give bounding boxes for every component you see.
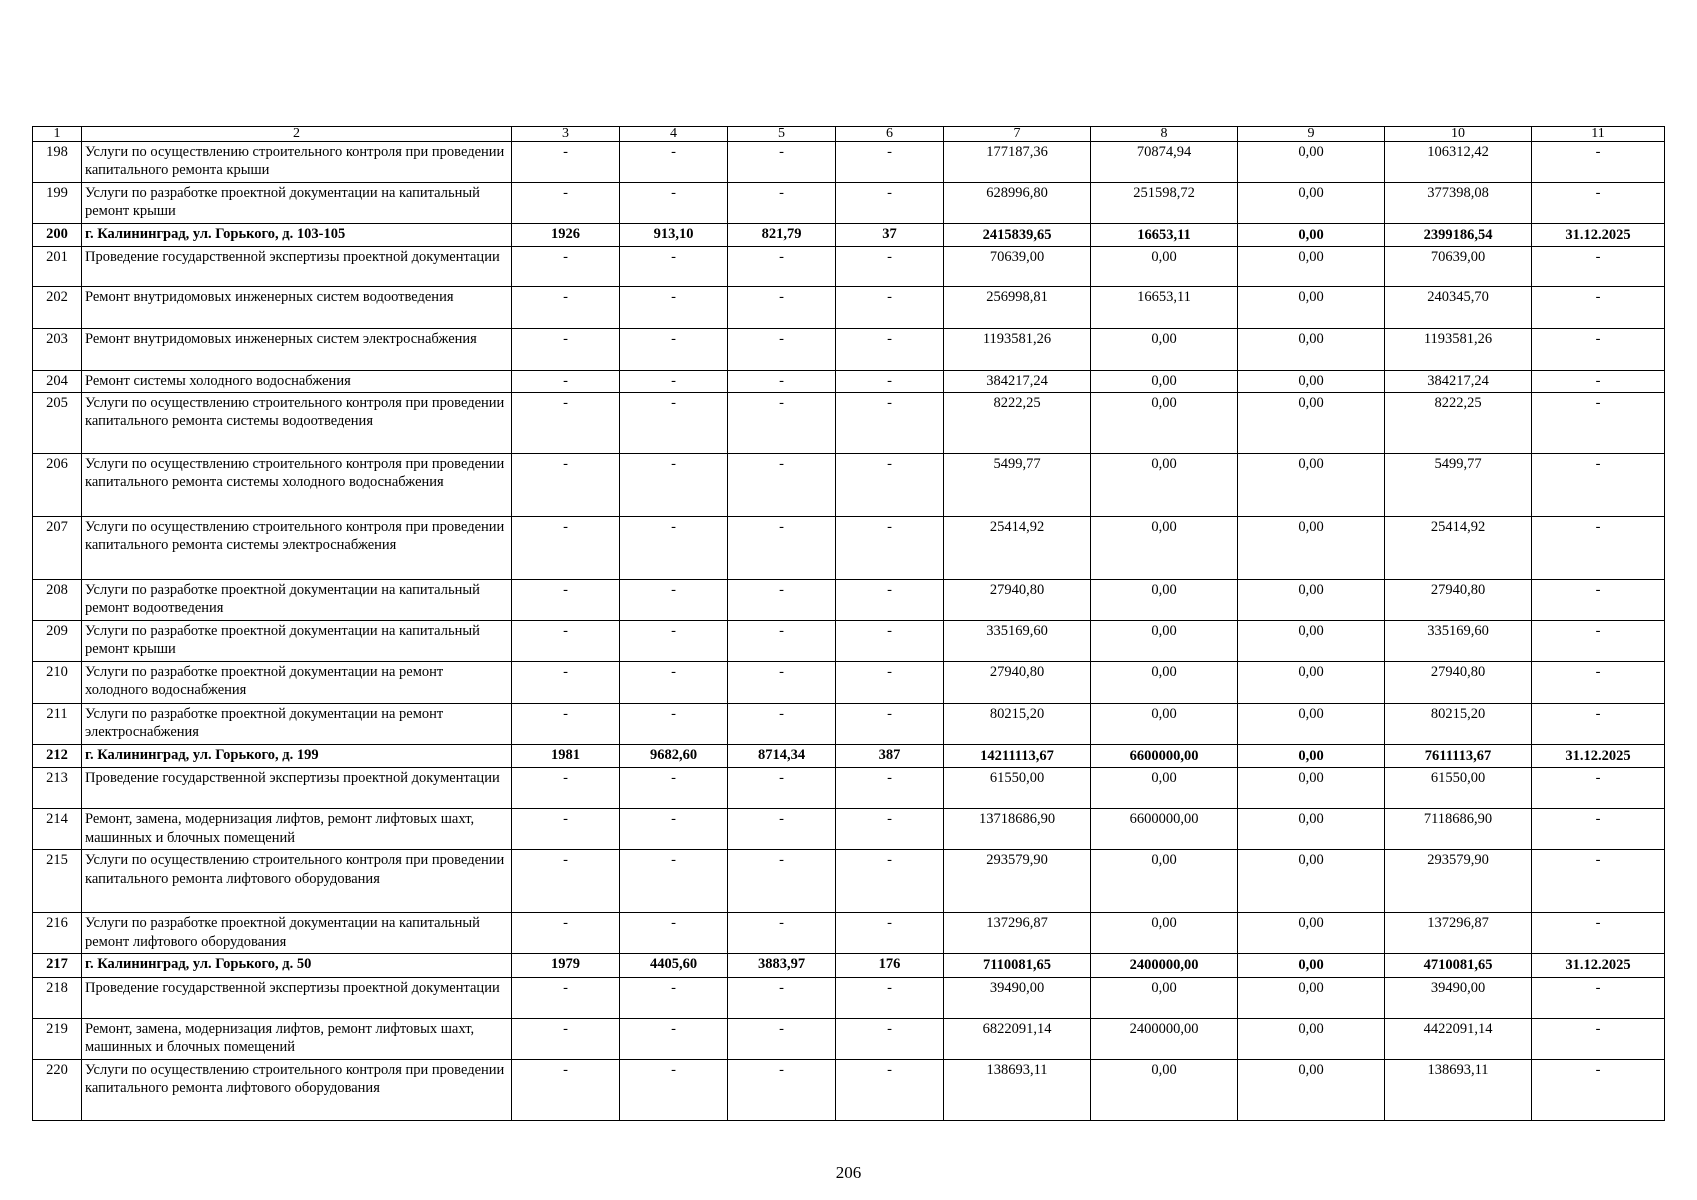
col-9-cell: 0,00 <box>1238 580 1385 621</box>
col-7-cell: 138693,11 <box>944 1059 1091 1120</box>
table-row <box>33 850 1665 913</box>
col-6-cell: - <box>836 662 944 704</box>
table-row <box>33 621 1665 662</box>
table-row <box>33 1059 1665 1120</box>
row-number-cell: 218 <box>33 977 82 1018</box>
col-7-cell: 5499,77 <box>944 454 1091 517</box>
col-7-cell: 6822091,14 <box>944 1018 1091 1059</box>
col-4-cell: 913,10 <box>620 224 728 247</box>
col-5-cell: - <box>728 329 836 371</box>
col-11-cell: - <box>1532 183 1665 224</box>
work-name-cell: Услуги по разработке проектной документации на ремонт электроснабжения <box>82 704 512 745</box>
col-6-cell: 37 <box>836 224 944 247</box>
col-4-cell: - <box>620 393 728 454</box>
col-9-cell: 0,00 <box>1238 142 1385 183</box>
col-9-cell: 0,00 <box>1238 1018 1385 1059</box>
work-name-cell: Услуги по осуществлению строительного контроля при проведении капитального ремонта лифтового оборудования <box>82 850 512 913</box>
col-7-cell: 1193581,26 <box>944 329 1091 371</box>
col-4-cell: - <box>620 329 728 371</box>
col-5-cell: - <box>728 517 836 580</box>
row-number-cell: 202 <box>33 287 82 329</box>
work-name-cell: Услуги по разработке проектной документации на капитальный ремонт лифтового оборудования <box>82 913 512 954</box>
col-3-cell: 1979 <box>512 954 620 977</box>
col-11-cell: - <box>1532 704 1665 745</box>
col-5-cell: - <box>728 580 836 621</box>
row-number-cell: 203 <box>33 329 82 371</box>
col-3-cell: - <box>512 183 620 224</box>
col-10-cell: 25414,92 <box>1385 517 1532 580</box>
col-8-cell: 0,00 <box>1091 329 1238 371</box>
col-3-cell: - <box>512 850 620 913</box>
col-6-cell: - <box>836 454 944 517</box>
col-10-cell: 377398,08 <box>1385 183 1532 224</box>
col-5-cell: 821,79 <box>728 224 836 247</box>
work-name-cell: г. Калининград, ул. Горького, д. 50 <box>82 954 512 977</box>
col-5-cell: - <box>728 704 836 745</box>
table-body <box>33 142 1665 1121</box>
col-5-cell: - <box>728 247 836 287</box>
work-name-cell: Проведение государственной экспертизы проектной документации <box>82 977 512 1018</box>
col-9-cell: 0,00 <box>1238 704 1385 745</box>
table-row <box>33 977 1665 1018</box>
col-8-cell: 0,00 <box>1091 768 1238 809</box>
col-4-cell: - <box>620 850 728 913</box>
col-6-cell: - <box>836 371 944 393</box>
col-9-cell: 0,00 <box>1238 183 1385 224</box>
col-7-cell: 27940,80 <box>944 662 1091 704</box>
col-10-cell: 27940,80 <box>1385 580 1532 621</box>
col-4-cell: - <box>620 517 728 580</box>
table-row <box>33 371 1665 393</box>
col-10-cell: 4422091,14 <box>1385 1018 1532 1059</box>
row-number-cell: 217 <box>33 954 82 977</box>
col-5-cell: - <box>728 454 836 517</box>
col-8-cell: 0,00 <box>1091 247 1238 287</box>
col-4-cell: - <box>620 247 728 287</box>
col-5-cell: - <box>728 809 836 850</box>
col-8-cell: 0,00 <box>1091 850 1238 913</box>
table-row <box>33 183 1665 224</box>
col-10-cell: 27940,80 <box>1385 662 1532 704</box>
col-11-cell: - <box>1532 977 1665 1018</box>
col-4-cell: - <box>620 287 728 329</box>
col-8-cell: 0,00 <box>1091 454 1238 517</box>
col-8-cell: 6600000,00 <box>1091 809 1238 850</box>
header-row <box>33 127 1665 142</box>
table-row <box>33 247 1665 287</box>
col-11-cell: - <box>1532 247 1665 287</box>
col-7-cell: 384217,24 <box>944 371 1091 393</box>
col-9-cell: 0,00 <box>1238 954 1385 977</box>
header-cell: 11 <box>1532 127 1665 142</box>
col-9-cell: 0,00 <box>1238 224 1385 247</box>
col-7-cell: 137296,87 <box>944 913 1091 954</box>
col-8-cell: 16653,11 <box>1091 287 1238 329</box>
col-8-cell: 0,00 <box>1091 393 1238 454</box>
row-number-cell: 201 <box>33 247 82 287</box>
col-6-cell: - <box>836 580 944 621</box>
col-3-cell: 1981 <box>512 745 620 768</box>
col-6-cell: - <box>836 142 944 183</box>
col-3-cell: - <box>512 247 620 287</box>
work-name-cell: Услуги по разработке проектной документации на капитальный ремонт водоотведения <box>82 580 512 621</box>
col-8-cell: 0,00 <box>1091 580 1238 621</box>
col-9-cell: 0,00 <box>1238 393 1385 454</box>
col-9-cell: 0,00 <box>1238 1059 1385 1120</box>
col-10-cell: 4710081,65 <box>1385 954 1532 977</box>
col-8-cell: 0,00 <box>1091 517 1238 580</box>
col-3-cell: - <box>512 704 620 745</box>
header-cell: 5 <box>728 127 836 142</box>
work-name-cell: Услуги по разработке проектной документации на капитальный ремонт крыши <box>82 183 512 224</box>
col-9-cell: 0,00 <box>1238 977 1385 1018</box>
col-8-cell: 0,00 <box>1091 913 1238 954</box>
col-8-cell: 0,00 <box>1091 704 1238 745</box>
col-11-cell: - <box>1532 662 1665 704</box>
col-9-cell: 0,00 <box>1238 850 1385 913</box>
col-6-cell: - <box>836 329 944 371</box>
col-5-cell: - <box>728 393 836 454</box>
col-3-cell: 1926 <box>512 224 620 247</box>
row-number-cell: 220 <box>33 1059 82 1120</box>
col-6-cell: - <box>836 809 944 850</box>
col-7-cell: 256998,81 <box>944 287 1091 329</box>
col-8-cell: 0,00 <box>1091 662 1238 704</box>
col-5-cell: - <box>728 1018 836 1059</box>
row-number-cell: 209 <box>33 621 82 662</box>
col-6-cell: - <box>836 1059 944 1120</box>
col-6-cell: 176 <box>836 954 944 977</box>
col-3-cell: - <box>512 287 620 329</box>
col-10-cell: 80215,20 <box>1385 704 1532 745</box>
col-5-cell: - <box>728 287 836 329</box>
col-7-cell: 13718686,90 <box>944 809 1091 850</box>
col-8-cell: 0,00 <box>1091 621 1238 662</box>
table-row <box>33 142 1665 183</box>
col-9-cell: 0,00 <box>1238 662 1385 704</box>
col-6-cell: - <box>836 287 944 329</box>
header-cell: 3 <box>512 127 620 142</box>
col-9-cell: 0,00 <box>1238 913 1385 954</box>
header-cell: 2 <box>82 127 512 142</box>
col-8-cell: 251598,72 <box>1091 183 1238 224</box>
col-3-cell: - <box>512 393 620 454</box>
col-9-cell: 0,00 <box>1238 329 1385 371</box>
col-10-cell: 137296,87 <box>1385 913 1532 954</box>
col-10-cell: 39490,00 <box>1385 977 1532 1018</box>
col-9-cell: 0,00 <box>1238 809 1385 850</box>
row-number-cell: 213 <box>33 768 82 809</box>
col-11-cell: - <box>1532 287 1665 329</box>
col-4-cell: - <box>620 1059 728 1120</box>
col-8-cell: 0,00 <box>1091 977 1238 1018</box>
header-cell: 6 <box>836 127 944 142</box>
col-11-cell: - <box>1532 809 1665 850</box>
table-row <box>33 913 1665 954</box>
page-number: 206 <box>835 1163 862 1182</box>
col-9-cell: 0,00 <box>1238 621 1385 662</box>
col-3-cell: - <box>512 662 620 704</box>
row-number-cell: 206 <box>33 454 82 517</box>
col-11-cell: - <box>1532 768 1665 809</box>
row-number-cell: 215 <box>33 850 82 913</box>
col-5-cell: - <box>728 850 836 913</box>
col-10-cell: 1193581,26 <box>1385 329 1532 371</box>
col-4-cell: - <box>620 454 728 517</box>
col-5-cell: 3883,97 <box>728 954 836 977</box>
register-table <box>32 126 1665 1121</box>
address-row <box>33 745 1665 768</box>
col-7-cell: 14211113,67 <box>944 745 1091 768</box>
row-number-cell: 211 <box>33 704 82 745</box>
col-11-cell: 31.12.2025 <box>1532 224 1665 247</box>
col-6-cell: - <box>836 621 944 662</box>
col-10-cell: 7611113,67 <box>1385 745 1532 768</box>
work-name-cell: г. Калининград, ул. Горького, д. 103-105 <box>82 224 512 247</box>
col-3-cell: - <box>512 913 620 954</box>
work-name-cell: Ремонт системы холодного водоснабжения <box>82 371 512 393</box>
col-5-cell: - <box>728 662 836 704</box>
row-number-cell: 199 <box>33 183 82 224</box>
col-5-cell: - <box>728 913 836 954</box>
work-name-cell: Услуги по осуществлению строительного контроля при проведении капитального ремонта системы водоотведения <box>82 393 512 454</box>
row-number-cell: 208 <box>33 580 82 621</box>
col-3-cell: - <box>512 580 620 621</box>
col-8-cell: 70874,94 <box>1091 142 1238 183</box>
col-6-cell: - <box>836 768 944 809</box>
table-row <box>33 580 1665 621</box>
col-4-cell: - <box>620 977 728 1018</box>
header-cell: 4 <box>620 127 728 142</box>
col-8-cell: 16653,11 <box>1091 224 1238 247</box>
row-number-cell: 198 <box>33 142 82 183</box>
col-8-cell: 0,00 <box>1091 371 1238 393</box>
col-9-cell: 0,00 <box>1238 454 1385 517</box>
col-8-cell: 0,00 <box>1091 1059 1238 1120</box>
col-5-cell: 8714,34 <box>728 745 836 768</box>
col-7-cell: 25414,92 <box>944 517 1091 580</box>
row-number-cell: 205 <box>33 393 82 454</box>
col-4-cell: - <box>620 1018 728 1059</box>
col-10-cell: 8222,25 <box>1385 393 1532 454</box>
col-11-cell: - <box>1532 850 1665 913</box>
col-5-cell: - <box>728 142 836 183</box>
col-6-cell: - <box>836 977 944 1018</box>
row-number-cell: 210 <box>33 662 82 704</box>
col-6-cell: - <box>836 913 944 954</box>
col-4-cell: - <box>620 913 728 954</box>
col-7-cell: 70639,00 <box>944 247 1091 287</box>
col-8-cell: 2400000,00 <box>1091 954 1238 977</box>
col-11-cell: - <box>1532 913 1665 954</box>
address-row <box>33 954 1665 977</box>
table-row <box>33 768 1665 809</box>
col-11-cell: - <box>1532 393 1665 454</box>
col-4-cell: - <box>620 580 728 621</box>
col-6-cell: - <box>836 850 944 913</box>
col-3-cell: - <box>512 977 620 1018</box>
col-4-cell: - <box>620 662 728 704</box>
row-number-cell: 200 <box>33 224 82 247</box>
work-name-cell: Проведение государственной экспертизы проектной документации <box>82 768 512 809</box>
col-11-cell: - <box>1532 517 1665 580</box>
col-11-cell: - <box>1532 1018 1665 1059</box>
col-4-cell: - <box>620 768 728 809</box>
work-name-cell: г. Калининград, ул. Горького, д. 199 <box>82 745 512 768</box>
col-5-cell: - <box>728 1059 836 1120</box>
table-row <box>33 517 1665 580</box>
work-name-cell: Услуги по осуществлению строительного контроля при проведении капитального ремонта крыши <box>82 142 512 183</box>
table-row <box>33 329 1665 371</box>
col-11-cell: - <box>1532 1059 1665 1120</box>
col-7-cell: 61550,00 <box>944 768 1091 809</box>
col-4-cell: 4405,60 <box>620 954 728 977</box>
table-row <box>33 287 1665 329</box>
col-7-cell: 2415839,65 <box>944 224 1091 247</box>
col-10-cell: 335169,60 <box>1385 621 1532 662</box>
col-7-cell: 27940,80 <box>944 580 1091 621</box>
col-11-cell: 31.12.2025 <box>1532 745 1665 768</box>
work-name-cell: Проведение государственной экспертизы проектной документации <box>82 247 512 287</box>
work-name-cell: Ремонт, замена, модернизация лифтов, ремонт лифтовых шахт, машинных и блочных помещений <box>82 809 512 850</box>
row-number-cell: 207 <box>33 517 82 580</box>
row-number-cell: 214 <box>33 809 82 850</box>
col-5-cell: - <box>728 371 836 393</box>
col-3-cell: - <box>512 621 620 662</box>
col-11-cell: - <box>1532 142 1665 183</box>
col-7-cell: 177187,36 <box>944 142 1091 183</box>
table-row <box>33 662 1665 704</box>
col-7-cell: 8222,25 <box>944 393 1091 454</box>
row-number-cell: 219 <box>33 1018 82 1059</box>
col-6-cell: - <box>836 183 944 224</box>
col-11-cell: - <box>1532 454 1665 517</box>
header-cell: 1 <box>33 127 82 142</box>
table-row <box>33 809 1665 850</box>
col-11-cell: - <box>1532 329 1665 371</box>
col-3-cell: - <box>512 809 620 850</box>
work-name-cell: Услуги по разработке проектной документации на ремонт холодного водоснабжения <box>82 662 512 704</box>
col-9-cell: 0,00 <box>1238 517 1385 580</box>
col-4-cell: - <box>620 809 728 850</box>
work-name-cell: Ремонт, замена, модернизация лифтов, ремонт лифтовых шахт, машинных и блочных помещений <box>82 1018 512 1059</box>
col-3-cell: - <box>512 329 620 371</box>
col-6-cell: - <box>836 517 944 580</box>
col-10-cell: 5499,77 <box>1385 454 1532 517</box>
col-4-cell: - <box>620 621 728 662</box>
col-5-cell: - <box>728 621 836 662</box>
col-10-cell: 384217,24 <box>1385 371 1532 393</box>
col-6-cell: - <box>836 393 944 454</box>
col-5-cell: - <box>728 183 836 224</box>
header-cell: 9 <box>1238 127 1385 142</box>
col-10-cell: 7118686,90 <box>1385 809 1532 850</box>
col-11-cell: - <box>1532 371 1665 393</box>
row-number-cell: 204 <box>33 371 82 393</box>
row-number-cell: 212 <box>33 745 82 768</box>
col-4-cell: - <box>620 704 728 745</box>
col-10-cell: 61550,00 <box>1385 768 1532 809</box>
work-name-cell: Услуги по разработке проектной документации на капитальный ремонт крыши <box>82 621 512 662</box>
col-10-cell: 106312,42 <box>1385 142 1532 183</box>
col-11-cell: - <box>1532 621 1665 662</box>
col-7-cell: 293579,90 <box>944 850 1091 913</box>
col-10-cell: 138693,11 <box>1385 1059 1532 1120</box>
header-cell: 8 <box>1091 127 1238 142</box>
work-name-cell: Услуги по осуществлению строительного контроля при проведении капитального ремонта лифтового оборудования <box>82 1059 512 1120</box>
col-10-cell: 293579,90 <box>1385 850 1532 913</box>
col-8-cell: 6600000,00 <box>1091 745 1238 768</box>
col-11-cell: - <box>1532 580 1665 621</box>
col-6-cell: - <box>836 704 944 745</box>
col-7-cell: 628996,80 <box>944 183 1091 224</box>
col-6-cell: 387 <box>836 745 944 768</box>
col-4-cell: - <box>620 371 728 393</box>
row-number-cell: 216 <box>33 913 82 954</box>
col-9-cell: 0,00 <box>1238 247 1385 287</box>
col-9-cell: 0,00 <box>1238 371 1385 393</box>
col-4-cell: - <box>620 142 728 183</box>
header-cell: 10 <box>1385 127 1532 142</box>
work-name-cell: Услуги по осуществлению строительного контроля при проведении капитального ремонта системы холодного водоснабжения <box>82 454 512 517</box>
col-3-cell: - <box>512 517 620 580</box>
col-7-cell: 335169,60 <box>944 621 1091 662</box>
col-5-cell: - <box>728 768 836 809</box>
table-row <box>33 1018 1665 1059</box>
col-3-cell: - <box>512 1018 620 1059</box>
col-3-cell: - <box>512 1059 620 1120</box>
col-5-cell: - <box>728 977 836 1018</box>
col-9-cell: 0,00 <box>1238 745 1385 768</box>
col-9-cell: 0,00 <box>1238 287 1385 329</box>
col-4-cell: - <box>620 183 728 224</box>
address-row <box>33 224 1665 247</box>
col-7-cell: 39490,00 <box>944 977 1091 1018</box>
col-3-cell: - <box>512 142 620 183</box>
col-8-cell: 2400000,00 <box>1091 1018 1238 1059</box>
work-name-cell: Услуги по осуществлению строительного контроля при проведении капитального ремонта системы электроснабжения <box>82 517 512 580</box>
header-cell: 7 <box>944 127 1091 142</box>
work-name-cell: Ремонт внутридомовых инженерных систем электроснабжения <box>82 329 512 371</box>
col-10-cell: 2399186,54 <box>1385 224 1532 247</box>
col-3-cell: - <box>512 371 620 393</box>
table-row <box>33 393 1665 454</box>
col-6-cell: - <box>836 1018 944 1059</box>
col-9-cell: 0,00 <box>1238 768 1385 809</box>
col-6-cell: - <box>836 247 944 287</box>
col-11-cell: 31.12.2025 <box>1532 954 1665 977</box>
col-7-cell: 7110081,65 <box>944 954 1091 977</box>
col-7-cell: 80215,20 <box>944 704 1091 745</box>
col-3-cell: - <box>512 454 620 517</box>
work-name-cell: Ремонт внутридомовых инженерных систем водоотведения <box>82 287 512 329</box>
col-4-cell: 9682,60 <box>620 745 728 768</box>
col-3-cell: - <box>512 768 620 809</box>
col-10-cell: 240345,70 <box>1385 287 1532 329</box>
col-10-cell: 70639,00 <box>1385 247 1532 287</box>
table-row <box>33 704 1665 745</box>
table-row <box>33 454 1665 517</box>
